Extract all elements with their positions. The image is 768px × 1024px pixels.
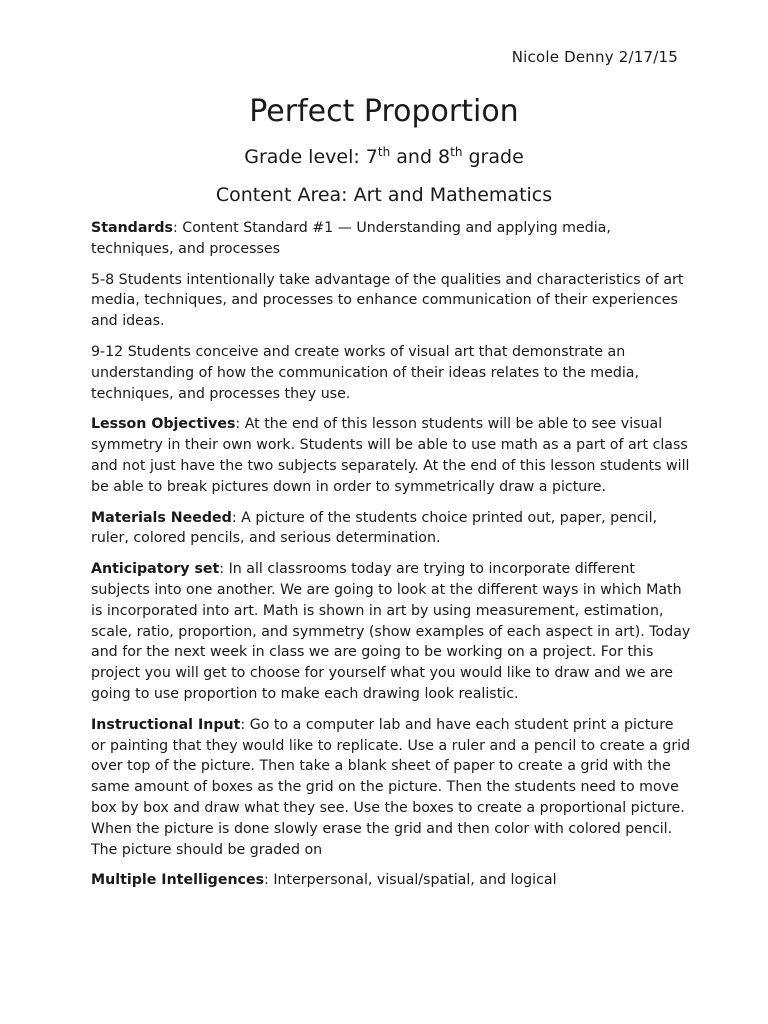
objectives-label: Lesson Objectives <box>91 416 236 433</box>
grade-mid: and 8 <box>390 146 451 168</box>
objectives-paragraph <box>91 414 691 497</box>
standards-label: Standards <box>91 220 174 236</box>
anticipatory-label: Anticipatory set <box>91 561 220 578</box>
grade-sup-1: th <box>377 145 391 159</box>
anticipatory-text: : In all classrooms today are trying to incorporate different subjects into one another. We are going to look at the different ways in which Math is incorporated into art. Math is shown in art by using measurement, estimation, scale, ratio, proportion, and symmetry (show examples of each aspect in art). Today and for the next week in class we are going to be working on a project. For this project you will get to choose for yourself what you would like to draw and we are going to use proportion to make each drawing look realistic. <box>91 561 691 702</box>
grade-sup-2: th <box>450 145 463 159</box>
page-title: Perfect Proportion <box>249 94 519 129</box>
intelligences-text: : Interpersonal, visual/spatial, and logical <box>264 872 557 889</box>
standard-5-8-paragraph: 5-8 Students intentionally take advantage of the qualities and characteristics of art media, techniques, and processes to enhance communication of their experiences and ideas. <box>91 271 684 330</box>
grade-prefix: Grade level: 7 <box>244 146 378 168</box>
intelligences-paragraph <box>91 870 691 891</box>
materials-label: Materials Needed <box>91 509 232 526</box>
instructional-paragraph <box>91 715 691 861</box>
document-body <box>91 218 691 901</box>
materials-text: : A picture of the students choice printed out, paper, pencil, ruler, colored pencils, and serious determination. <box>91 509 658 547</box>
grade-level <box>0 146 768 168</box>
objectives-text: : At the end of this lesson students will be able to see visual symmetry in their own work. Students will be able to use math as a part of art class and not just have the two subjects separately. At the end of this lesson students will be able to break pictures down in order to symmetrically draw a picture. <box>91 416 690 495</box>
instructional-label: Instructional Input <box>91 716 241 733</box>
standard-9-12-paragraph: 9-12 Students conceive and create works of visual art that demonstrate an understanding of how the communication of their ideas relates to the media, techniques, and processes they use. <box>91 343 639 402</box>
grade-suffix: grade <box>462 146 524 168</box>
anticipatory-paragraph <box>91 559 691 705</box>
instructional-text: : Go to a computer lab and have each student print a picture or painting that they would like to replicate. Use a ruler and a pencil to create a grid over top of the picture. Then take a blank sheet of paper to create a grid with the same amount of boxes as the grid on the picture. Then the students need to move box by box and draw what they see. Use the boxes to create a proportional picture. When the picture is done slowly erase the grid and then color with colored pencil. The picture should be graded on <box>91 716 691 858</box>
intelligences-label: Multiple Intelligences <box>91 872 265 889</box>
content-area: Content Area: Art and Mathematics <box>215 184 553 206</box>
author-date: Nicole Denny 2/17/15 <box>511 48 678 66</box>
standards-paragraph <box>91 218 691 260</box>
materials-paragraph <box>91 508 691 550</box>
standards-text: : Content Standard #1 — Understanding and applying media, techniques, and processes <box>91 220 611 257</box>
